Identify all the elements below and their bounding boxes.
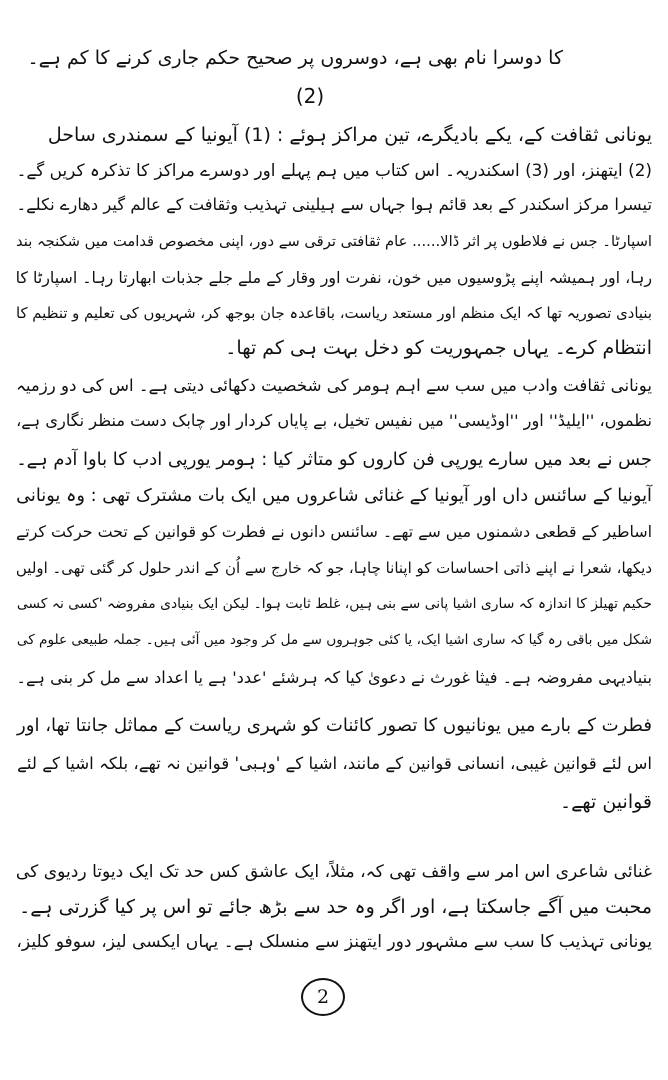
text-line: یونانی ثقافت کے، یکے بادیگرے، تین مراکز ہوئے : (1) آیونیا کے سمندری ساحل <box>47 124 652 146</box>
text-line: یونانی تہذیب کا سب سے مشہور دور ایتھنز سے منسلک ہے۔ یہاں ایکسی لیز، سوفو کلیز، <box>16 932 652 952</box>
text-line: کا دوسرا نام بھی ہے، دوسروں پر صحیح حکم جاری کرنے کا کم ہے۔ <box>27 47 563 69</box>
text-line: (2) ایتھنز، اور (3) اسکندریہ۔ اس کتاب میں ہم پہلے اور دوسرے مراکز کا تذکرہ کریں گے۔ <box>16 160 652 180</box>
text-line: حکیم تھیلز کا اندازہ کہ ساری اشیا پانی سے بنی ہیں، غلط ثابت ہوا۔ لیکن ایک بنیادی مفروضہ 'کسی نہ کسی <box>16 596 652 612</box>
text-line: انتظام کرے۔ یہاں جمہوریت کو دخل بہت ہی کم تھا۔ <box>225 337 652 359</box>
text-line: غنائی شاعری اس امر سے واقف تھی کہ، مثلاً، ایک عاشق کس حد تک ایک دیوتا ردیوی کی <box>15 862 652 882</box>
text-line: قوانین تھے۔ <box>559 791 652 813</box>
text-line: تیسرا مرکز اسکندر کے بعد قائم ہوا جہاں سے ہیلینی تہذیب وثقافت کے عالم گیر دھارے نکلے۔ <box>16 195 652 214</box>
text-line: رہا، اور ہمیشہ اپنے پڑوسیوں میں خون، نفرت اور وقار کے ملے جلے جذبات ابھارتا رہا۔ اسپارٹا کا <box>15 268 652 287</box>
text-line: نظموں، ''ایلیڈ'' اور ''اوڈیسی'' میں نفیس تخیل، بے پایاں کردار اور چابک دست منظر نگاری ہے، <box>16 411 652 430</box>
text-line: اساطیر کے قطعی دشمنوں میں سے تھے۔ سائنس دانوں نے فطرت کو قوانین کے تحت حرکت کرتے <box>16 522 652 541</box>
text-line: اس لئے قوانین غیبی، انسانی قوانین کے مانند، اشیا کے 'وہبی' قوانین نہ تھے، بلکہ اشیا کے لئے <box>17 754 652 773</box>
text-line: بنیادی تصوریہ تھا کہ ایک منظم اور مستعد ریاست، باقاعدہ جان بوجھ کر، شہریوں کی تعلیم و تنظیم کا <box>16 304 652 322</box>
section-number: (2) <box>295 84 325 108</box>
text-line: جس نے بعد میں سارے یورپی فن کاروں کو متاثر کیا : ہومر یورپی ادب کا باوا آدم ہے۔ <box>16 449 652 470</box>
text-line: شکل میں باقی رہ گیا کہ ساری اشیا ایک، یا کئی جوہروں سے مل کر وجود میں آئی ہیں۔ جملہ طبیعی علوم کی <box>16 632 652 648</box>
text-line: آیونیا کے سائنس داں اور آیونیا کے غنائی شاعروں میں ایک بات مشترک تھی : وہ یونانی <box>16 486 652 506</box>
text-line: فطرت کے بارے میں یونانیوں کا تصور کائنات کو شہری ریاست کے مماثل جانتا تھا، اور <box>17 715 652 736</box>
text-line: اسپارٹا۔ جس نے فلاطوں پر اثر ڈالا...... عام ثقافتی ترقی سے دور، اپنی مخصوص قدامت میں شکنجہ بند <box>16 233 652 250</box>
text-line: محبت میں آگے جاسکتا ہے، اور اگر وہ حد سے بڑھ جائے تو اس پر کیا گزرتی ہے۔ <box>19 896 652 918</box>
text-line: دیکھا، شعرا نے اپنے ذاتی احساسات کو اپنانا چاہا، جو کہ خارج سے اُن کے اندر حلول کر گئی تھی۔ اولیں <box>15 559 652 577</box>
text-line: بنیادیہی مفروضہ ہے۔ فیثا غورث نے دعویٰ کیا کہ ہرشئے 'عدد' ہے یا اعداد سے مل کر بنی ہے۔ <box>16 668 652 687</box>
page-number: 2 <box>316 986 330 1008</box>
text-line: یونانی ثقافت وادب میں سب سے اہم ہومر کی شخصیت دکھائی دیتی ہے۔ اس کی دو رزمیہ <box>16 376 652 395</box>
